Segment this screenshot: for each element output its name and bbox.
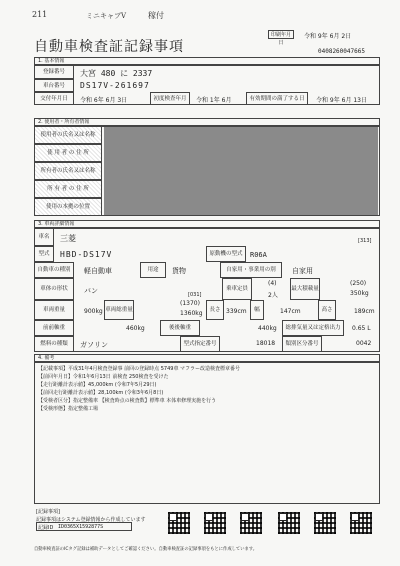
gross-value-2: 1360kg xyxy=(180,310,203,317)
base-location-label: 使用の本拠の位置 xyxy=(34,198,102,216)
kind-label: 自動車の種別 xyxy=(34,262,74,278)
remark-line-4: 【前回走行距離計表示値】28,100km (令和3年6月8日) xyxy=(38,390,164,396)
qr-code-icon xyxy=(278,512,300,534)
document-number: 0408260047665 xyxy=(318,48,365,55)
model-label: 型式 xyxy=(34,246,54,262)
section1-header: 1. 基本情報 xyxy=(34,57,380,65)
capacity-value-2: 2人 xyxy=(268,292,278,299)
engine-value: R06A xyxy=(250,251,267,259)
body-value: バン xyxy=(84,287,98,295)
capacity-label: 乗車定員 xyxy=(222,278,252,300)
handwritten-note-right: 稼付 xyxy=(148,11,164,20)
chassis-value: DS17V-261697 xyxy=(80,81,150,90)
capacity-value: (4) xyxy=(268,280,277,287)
class-no-value: 0042 xyxy=(356,340,372,347)
qr-code-icon xyxy=(350,512,372,534)
record-id-value: ID0365X1592877S xyxy=(58,524,104,530)
section3-header: 3. 車両詳細情報 xyxy=(34,220,380,228)
reg-no-value: 大宮 480 に 2337 xyxy=(80,69,153,78)
redacted-owner-info xyxy=(104,127,378,215)
maker-value: 三菱 xyxy=(60,234,76,243)
fuel-label: 燃料の種類 xyxy=(34,336,74,352)
remark-line-1: 【記載事項】平成31年4月検査登録事 前回の登録時点 5749車 マフラー改造検査標章番号 xyxy=(38,366,241,372)
owner-address-label: 所 有 者 の 住 所 xyxy=(34,180,102,198)
rear-axle-value: 440kg xyxy=(258,325,277,332)
front-axle-value: 460kg xyxy=(126,325,145,332)
front-axle-label: 前前軸重 xyxy=(34,320,74,336)
displacement-value: 0.65 L xyxy=(352,325,371,332)
first-reg-value: 令和 1年 6月 xyxy=(196,97,232,104)
remark-line-5: 【受検者区分】指定整備車 【検査時点の検査数】標準車 本体車修理実施を行う xyxy=(38,398,217,404)
owner-name-label: 所有者の氏名又は名称 xyxy=(34,162,102,180)
business-value: 自家用 xyxy=(292,267,313,275)
body-label: 車体の形状 xyxy=(34,278,74,300)
qr-code-icon xyxy=(204,512,226,534)
displacement-label: 総排気量又は定格出力 xyxy=(282,320,344,336)
length-label: 長さ xyxy=(206,300,224,320)
max-load-value-2: 350kg xyxy=(350,290,369,297)
kind-value: 軽自動車 xyxy=(84,267,112,275)
issue-date-label: 交付年月日 xyxy=(34,92,74,105)
print-date-label-box: 印刷年月日 xyxy=(268,30,294,39)
width-value: 147cm xyxy=(280,308,301,315)
handwritten-note-middle: ミニキャブV xyxy=(86,12,127,20)
use-value: 貨物 xyxy=(172,267,186,275)
qr-code-icon xyxy=(240,512,262,534)
qr-code-icon xyxy=(314,512,336,534)
fuel-value: ガソリン xyxy=(80,341,108,349)
footer-note-line: 記録事項はシステム登録情報から作成しています xyxy=(36,517,146,523)
max-load-value: (250) xyxy=(350,280,367,287)
first-reg-label: 初度検査年月 xyxy=(150,92,190,105)
maker-label: 車名 xyxy=(34,228,54,246)
class-no-label: 類別区分番号 xyxy=(282,336,322,352)
rear-axle-label: 後後軸重 xyxy=(160,320,200,336)
footer-disclaimer: 自動車検査証のICタグ記録は補助データとしてご確認ください。自動車検査証の記録事項をもとに作成しています。 xyxy=(34,547,258,552)
section4-header: 4. 備考 xyxy=(34,354,380,362)
chassis-label: 車台番号 xyxy=(34,79,74,92)
business-label: 自家用・事業用の別 xyxy=(220,262,282,278)
expiry-label: 有効期間の満了する日 xyxy=(246,92,308,105)
maker-code: [313] xyxy=(358,238,372,244)
remark-line-3: 【走行距離計表示値】45,000km (令和7年5月29日) xyxy=(38,382,157,388)
print-date: 令和 9年 6月 2日 xyxy=(304,33,352,40)
width-label: 幅 xyxy=(250,300,264,320)
use-label: 用途 xyxy=(140,262,166,278)
weight-label: 車両重量 xyxy=(34,300,74,320)
remark-line-2: 【前回年月日】令和1年6月13日 前検査 250検査を受けた xyxy=(38,374,169,380)
section2-header: 2. 使用者・所有者情報 xyxy=(34,118,380,126)
model-value: HBD-DS17V xyxy=(60,250,113,259)
length-value: 339cm xyxy=(226,308,247,315)
max-load-label: 最大積載量 xyxy=(290,278,320,300)
height-value: 189cm xyxy=(354,308,375,315)
type-no-label: 型式指定番号 xyxy=(180,336,220,352)
footer-note-title: [記録事項] xyxy=(36,509,60,515)
record-id-label: 記録ID xyxy=(38,525,54,531)
user-address-label: 使 用 者 の 住 所 xyxy=(34,144,102,162)
handwritten-note-left: 211 xyxy=(32,10,48,19)
document-title: 自動車検査証記録事項 xyxy=(34,39,184,55)
issue-date-value: 令和 6年 6月 3日 xyxy=(80,97,128,104)
engine-label: 原動機の型式 xyxy=(206,246,246,262)
body-code: [031] xyxy=(188,292,202,298)
user-name-label: 使用者の氏名又は名称 xyxy=(34,126,102,144)
weight-value: 900kg xyxy=(84,308,103,315)
gross-value: (1370) xyxy=(180,300,200,307)
expiry-value: 令和 9年 6月 13日 xyxy=(316,97,367,104)
qr-code-icon xyxy=(168,512,190,534)
type-no-value: 18018 xyxy=(256,340,276,347)
gross-label: 車両総重量 xyxy=(104,300,134,320)
remark-line-6: 【受検形態】指定整備工場 xyxy=(38,406,99,412)
reg-no-label: 登録番号 xyxy=(34,65,74,79)
height-label: 高さ xyxy=(318,300,336,320)
